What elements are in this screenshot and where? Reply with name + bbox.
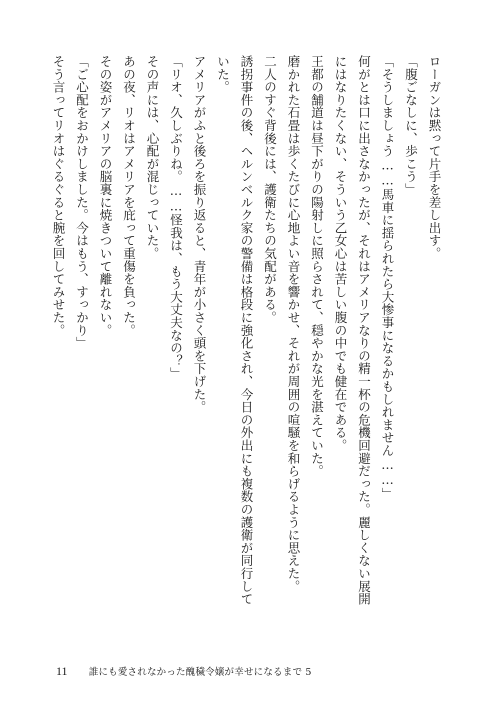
- running-title: 誰にも愛されなかった醜穢令嬢が幸せになるまで 5: [88, 667, 312, 678]
- text-line: アメリアがふと後ろを振り返ると、青年が小さく頭を下げた。: [192, 55, 207, 414]
- text-line: その声には、心配が混じっていた。: [145, 55, 160, 260]
- text-line: にはなりたくない、そういう乙女心は苦しい腹の中でも健在である。: [333, 55, 348, 452]
- text-line: 磨かれた石畳は歩くたびに心地よい音を響かせ、それが周囲の喧騒を和らげるように思えた。: [286, 55, 301, 593]
- text-line: 何がとは口に出さなかったが、それはアメリアなりの精一杯の危機回避だった。麗しくない展開: [356, 55, 372, 606]
- text-line: 「そうしましょう……馬車に揺られたら大惨事になるかもしれません……」: [380, 55, 395, 501]
- text-line: 王都の舗道は昼下がりの陽射しに照らされて、穏やかな光を湛えていた。: [309, 55, 325, 478]
- text-line: そう言ってリオはぐるぐると腕を回してみせた。: [51, 55, 66, 337]
- text-line: 誘拐事件の後、ヘルンベルク家の警備は格段に強化され、今日の外出にも複数の護衛が同行して: [239, 55, 254, 606]
- page-number: 11: [56, 664, 68, 678]
- text-line: ローガンは黙って片手を差し出す。: [427, 55, 442, 260]
- text-line: いた。: [215, 55, 231, 94]
- text-line: 「腹ごなしに、歩こう」: [403, 55, 419, 196]
- text-line: その姿がアメリアの脳裏に焼きついて離れない。: [98, 55, 113, 337]
- text-line: 「ご心配をおかけしました。今はもう、すっかり」: [74, 55, 90, 350]
- vertical-text-block: [46, 55, 446, 625]
- page-footer: [56, 664, 312, 680]
- text-line: あの夜、リオはアメリアを庇って重傷を負った。: [121, 55, 137, 337]
- text-line: 二人のすぐ背後には、護衛たちの気配がある。: [262, 55, 278, 324]
- text-line: 「リオ、久しぶりね。……怪我は、もう大丈夫なの？」: [168, 55, 184, 380]
